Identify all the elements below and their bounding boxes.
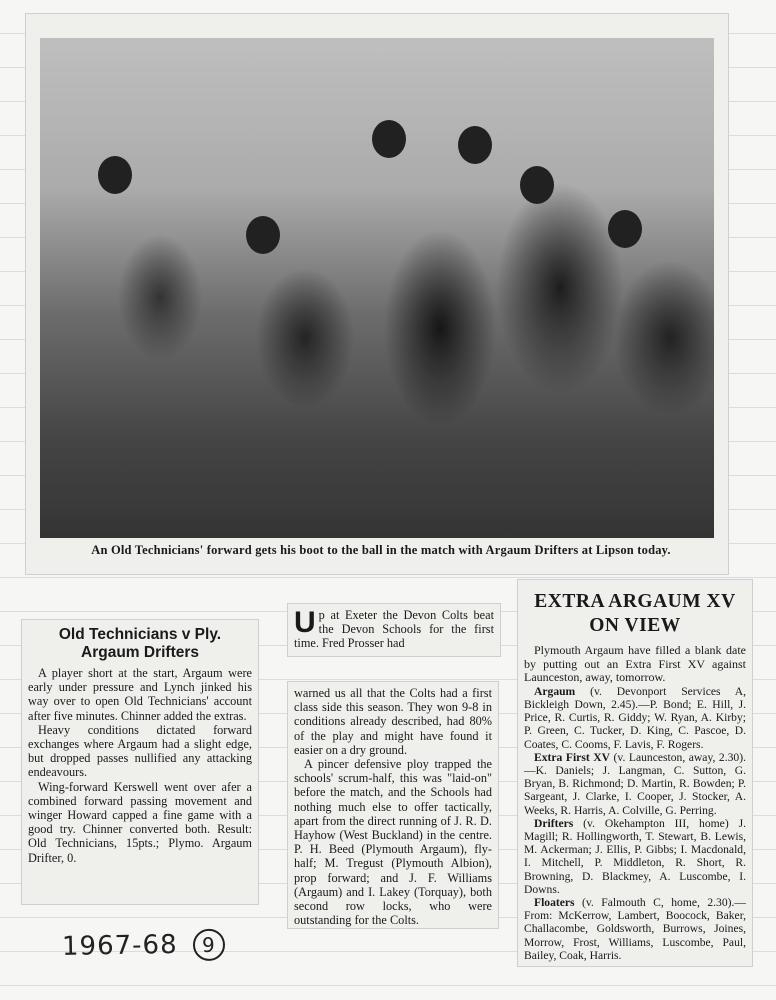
- squad-listing: [524, 817, 746, 896]
- article-paragraph: A player short at the start, Argaum were early under pressure and Lynch jinked his way over to open Old Technicians' account after five minutes. Chinner added the extras.: [28, 666, 252, 723]
- handwritten-annotation: [62, 929, 225, 964]
- article-paragraph: A pincer defensive ploy trapped the schools' scrum-half, this was "laid-on" before the match, and the Schools had nothing much else to offer tactically, apart from the direct running of J. R. D. Hayhow (West Buckland) in the centre. P. H. Beed (Plymouth Argaum), fly-half; M. Tregust (Plymouth Albion), prop forward; and J. F. Williams (Argaum) and I. Lakey (Torquay), both second row locks, who were outstanding for the Colts.: [294, 757, 492, 928]
- squad-detail: (v. Falmouth C, home, 2.30).—From: McKerrow, Lambert, Boocock, Baker, Challacombe, Goldsworth, Burrows, Joines, Morrow, Frost, Williams, Luscombe, Paul, Bailey, Coak, Harris.: [524, 896, 746, 962]
- article-body: [28, 666, 252, 865]
- squad-detail: (v. Devonport Services A, Bickleigh Down, 2.45).—P. Bond; E. Hill, J. Price, R. Curtis, R. Giddy; W. Ryan, A. Kirby; P. Green, C. Tucker, D. King, C. Pascoe, D. Coates, C. Cooms, F. Lavis, F. Rogers.: [524, 684, 746, 751]
- photo-caption: An Old Technicians' forward gets his boot to the ball in the match with Argaum Drifters at Lipson today.: [91, 543, 671, 557]
- squad-listing: [524, 685, 746, 751]
- article-intro: Plymouth Argaum have filled a blank date by putting out an Extra First XV against Launceston, away, tomorrow.: [524, 643, 746, 685]
- article-extra-argaum: [518, 580, 752, 966]
- squad-team: Drifters: [534, 816, 574, 830]
- squad-team: Floaters: [534, 896, 575, 910]
- squad-listing: [524, 896, 746, 962]
- article-devon-colts-body: [288, 682, 498, 928]
- article-intro: p at Exeter the Devon Colts beat the Devon Schools for the first time. Fred Prosser had: [294, 608, 494, 651]
- article-paragraph: warned us all that the Colts had a first class side this season. They won 9-8 in conditions already described, had 80% of the play and might have found it easier on a dry ground.: [294, 686, 492, 757]
- article-headline: EXTRA ARGAUM XV ON VIEW: [534, 591, 736, 636]
- page-number-circle: 9: [193, 929, 226, 962]
- squad-team: Argaum: [534, 684, 576, 698]
- squad-detail: (v. Okehampton III, home) J. Magill; R. Hollingworth, T. Stewart, B. Lewis, M. Ackerman; J. Ellis, P. Gibbs; I. Macdonald, I. Mitchell, P. Middleton, R. Short, R. Browning, D. Blackmey, A. Luscombe, I. Downs.: [524, 816, 746, 896]
- drop-cap: U: [294, 606, 316, 639]
- article-paragraph: Wing-forward Kerswell went over afer a combined forward passing movement and winger Howard capped a fine game with a good try. Chinner converted both. Result: Old Technicians, 15pts.; Plymo. Argaum Drifter, 0.: [28, 779, 252, 865]
- article-headline: Old Technicians v Ply. Argaum Drifters: [58, 626, 222, 661]
- rugby-match-photo: [40, 38, 714, 538]
- article-devon-colts-intro: [288, 604, 500, 656]
- season-label: 1967-68: [61, 929, 178, 962]
- squad-listing: [524, 751, 746, 817]
- article-paragraph: Heavy conditions dictated forward exchanges where Argaum had a slight edge, but dropped passes nullified any attacking endeavours.: [28, 722, 252, 780]
- photo-clipping: [26, 14, 728, 574]
- squad-team: Extra First XV: [534, 750, 610, 764]
- squad-detail: (v. Launceston, away, 2.30).—K. Daniels; J. Langman, C. Sutton, G. Bryan, B. Richmond; D. Martin, R. Bowden; P. Sargeant, J. Clarke, I. Cooper, J. Stocker, A. Weeks, R. Harris, A. Colville, G. Perring.: [524, 750, 746, 817]
- article-old-technicians: [22, 620, 258, 904]
